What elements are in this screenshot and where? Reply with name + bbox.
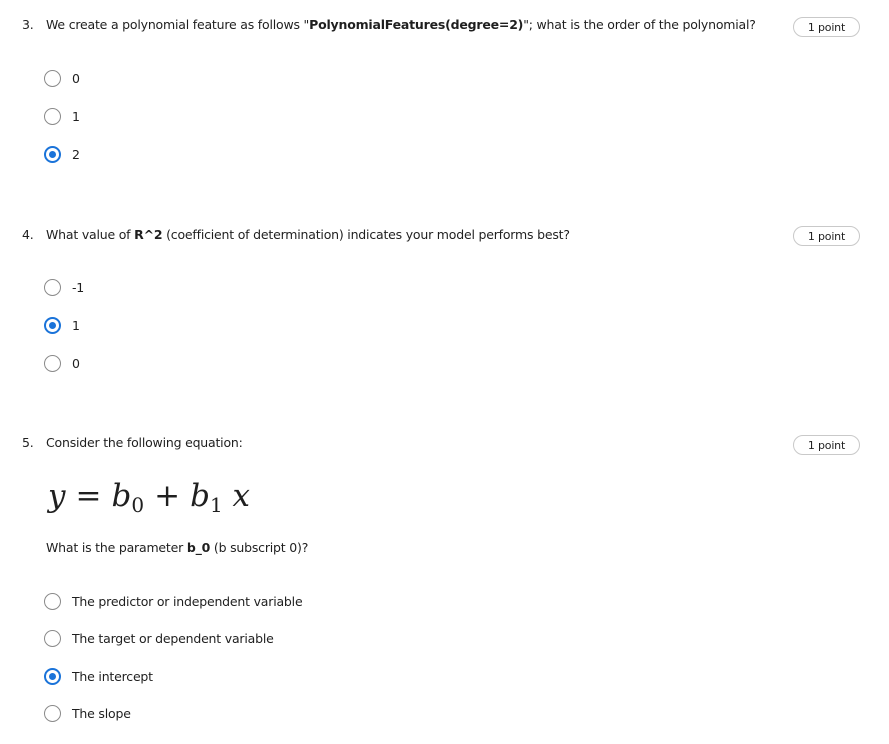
question-text-part: We create a polynomial feature as follows " bbox=[46, 17, 310, 32]
option-label: The predictor or independent variable bbox=[72, 593, 303, 609]
option-1[interactable] bbox=[44, 106, 80, 126]
question-text-code: b_0 bbox=[186, 540, 211, 555]
option-0[interactable] bbox=[44, 68, 80, 88]
option-0[interactable] bbox=[44, 591, 302, 611]
points-badge: 1 point bbox=[793, 17, 860, 37]
radio-button-selected[interactable] bbox=[44, 317, 61, 334]
option-3[interactable] bbox=[44, 703, 131, 723]
equation-sub0: 0 bbox=[131, 493, 145, 517]
radio-button[interactable] bbox=[44, 70, 61, 87]
radio-button[interactable] bbox=[44, 705, 61, 722]
question-subtext bbox=[46, 540, 308, 555]
option-label: 1 bbox=[72, 317, 80, 333]
radio-button-selected[interactable] bbox=[44, 146, 61, 163]
equation-plus: + bbox=[154, 478, 181, 514]
question-number: 5. bbox=[22, 435, 34, 450]
question-text-code: R^2 bbox=[134, 227, 163, 242]
option-0[interactable] bbox=[44, 277, 84, 297]
option-1[interactable] bbox=[44, 628, 274, 648]
option-label: 1 bbox=[72, 108, 80, 124]
question-text-part: (b subscript 0)? bbox=[210, 540, 309, 555]
question-number: 4. bbox=[22, 227, 34, 242]
equation-b0: b bbox=[111, 478, 132, 514]
option-label: 2 bbox=[72, 146, 80, 162]
radio-button[interactable] bbox=[44, 279, 61, 296]
option-label: The slope bbox=[72, 705, 131, 721]
equation-b1: b bbox=[190, 478, 210, 514]
question-number: 3. bbox=[22, 17, 34, 32]
option-2[interactable] bbox=[44, 666, 153, 686]
question-text bbox=[46, 227, 570, 242]
option-label: The intercept bbox=[72, 668, 153, 684]
question-text-part: "; what is the order of the polynomial? bbox=[523, 17, 756, 32]
question-text-part: What value of bbox=[46, 227, 135, 242]
equation-y: y bbox=[48, 478, 66, 514]
equation-image bbox=[48, 478, 250, 517]
option-label: 0 bbox=[72, 355, 80, 371]
equation-sub1: 1 bbox=[209, 493, 223, 517]
equation-equals: = bbox=[75, 478, 102, 514]
question-text bbox=[46, 17, 756, 32]
question-text-part: (coefficient of determination) indicates your model performs best? bbox=[162, 227, 570, 242]
option-label: 0 bbox=[72, 70, 80, 86]
question-text-part: What is the parameter bbox=[46, 540, 187, 555]
question-text-code: PolynomialFeatures(degree=2) bbox=[309, 17, 524, 32]
equation-x: x bbox=[232, 478, 251, 514]
radio-button[interactable] bbox=[44, 355, 61, 372]
radio-button[interactable] bbox=[44, 593, 61, 610]
option-2[interactable] bbox=[44, 353, 80, 373]
radio-button-selected[interactable] bbox=[44, 668, 61, 685]
radio-button[interactable] bbox=[44, 630, 61, 647]
option-label: -1 bbox=[72, 279, 85, 295]
option-label: The target or dependent variable bbox=[72, 630, 274, 646]
points-badge: 1 point bbox=[793, 226, 860, 246]
points-badge: 1 point bbox=[793, 435, 860, 455]
question-text: Consider the following equation: bbox=[46, 435, 243, 450]
option-2[interactable] bbox=[44, 144, 80, 164]
radio-button[interactable] bbox=[44, 108, 61, 125]
option-1[interactable] bbox=[44, 315, 80, 335]
